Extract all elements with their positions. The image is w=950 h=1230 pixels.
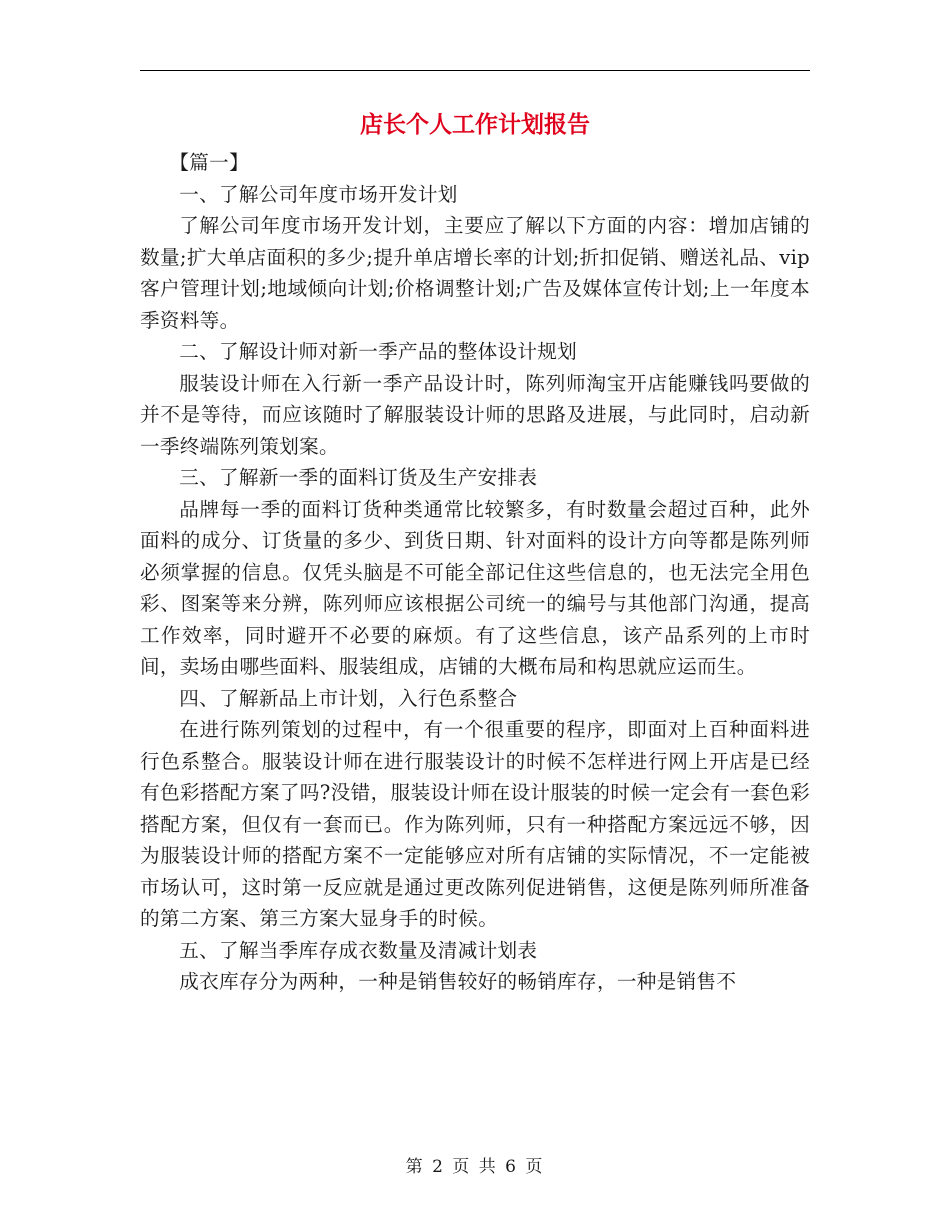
section-heading-4: 四、了解新品上市计划，入行色系整合 bbox=[179, 686, 518, 710]
section-heading-5: 五、了解当季库存成衣数量及清减计划表 bbox=[179, 938, 538, 962]
header-rule bbox=[140, 70, 810, 71]
section-tag: 【篇一】 bbox=[169, 151, 249, 174]
document-title: 店长个人工作计划报告 bbox=[360, 111, 590, 138]
paragraph-1: 了解公司年度市场开发计划，主要应了解以下方面的内容：增加店铺的数量;扩大单店面积的多少;提升单店增长率的计划;折扣促销、赠送礼品、vip客户管理计划;地域倾向计划;价格调整计划;广告及媒体宣传计划;上一年度本季资料等。 bbox=[140, 214, 810, 332]
page-number-footer: 第 2 页 共 6 页 bbox=[405, 1157, 545, 1177]
paragraph-5: 成衣库存分为两种，一种是销售较好的畅销库存，一种是销售不 bbox=[179, 970, 737, 993]
paragraph-2: 服装设计师在入行新一季产品设计时，陈列师淘宝开店能赚钱吗要做的并不是等待，而应该随时了解服装设计师的思路及进展，与此同时，启动新一季终端陈列策划案。 bbox=[140, 371, 810, 458]
section-heading-1: 一、了解公司年度市场开发计划 bbox=[179, 182, 458, 206]
section-heading-3: 三、了解新一季的面料订货及生产安排表 bbox=[179, 466, 538, 489]
section-heading-2: 二、了解设计师对新一季产品的整体设计规划 bbox=[179, 340, 578, 363]
paragraph-3: 品牌每一季的面料订货种类通常比较繁多，有时数量会超过百种，此外面料的成分、订货量的多少、到货日期、针对面料的设计方向等都是陈列师必须掌握的信息。仅凭头脑是不可能全部记住这些信息的，也无法完全用色彩、图案等来分辨，陈列师应该根据公司统一的编号与其他部门沟通，提高工作效率，同时避开不必要的麻烦。有了这些信息，该产品系列的上市时间，卖场由哪些面料、服装组成，店铺的大概布局和构思就应运而生。 bbox=[140, 497, 810, 678]
document-body bbox=[140, 147, 810, 998]
paragraph-4: 在进行陈列策划的过程中，有一个很重要的程序，即面对上百种面料进行色系整合。服装设计师在进行服装设计的时候不怎样进行网上开店是已经有色彩搭配方案了吗?没错，服装设计师在设计服装的时候一定会有一套色彩搭配方案，但仅有一套而已。作为陈列师，只有一种搭配方案远远不够，因为服装设计师的搭配方案不一定能够应对所有店铺的实际情况，不一定能被市场认可，这时第一反应就是通过更改陈列促进销售，这便是陈列师所准备的第二方案、第三方案大显身手的时候。 bbox=[140, 718, 810, 930]
